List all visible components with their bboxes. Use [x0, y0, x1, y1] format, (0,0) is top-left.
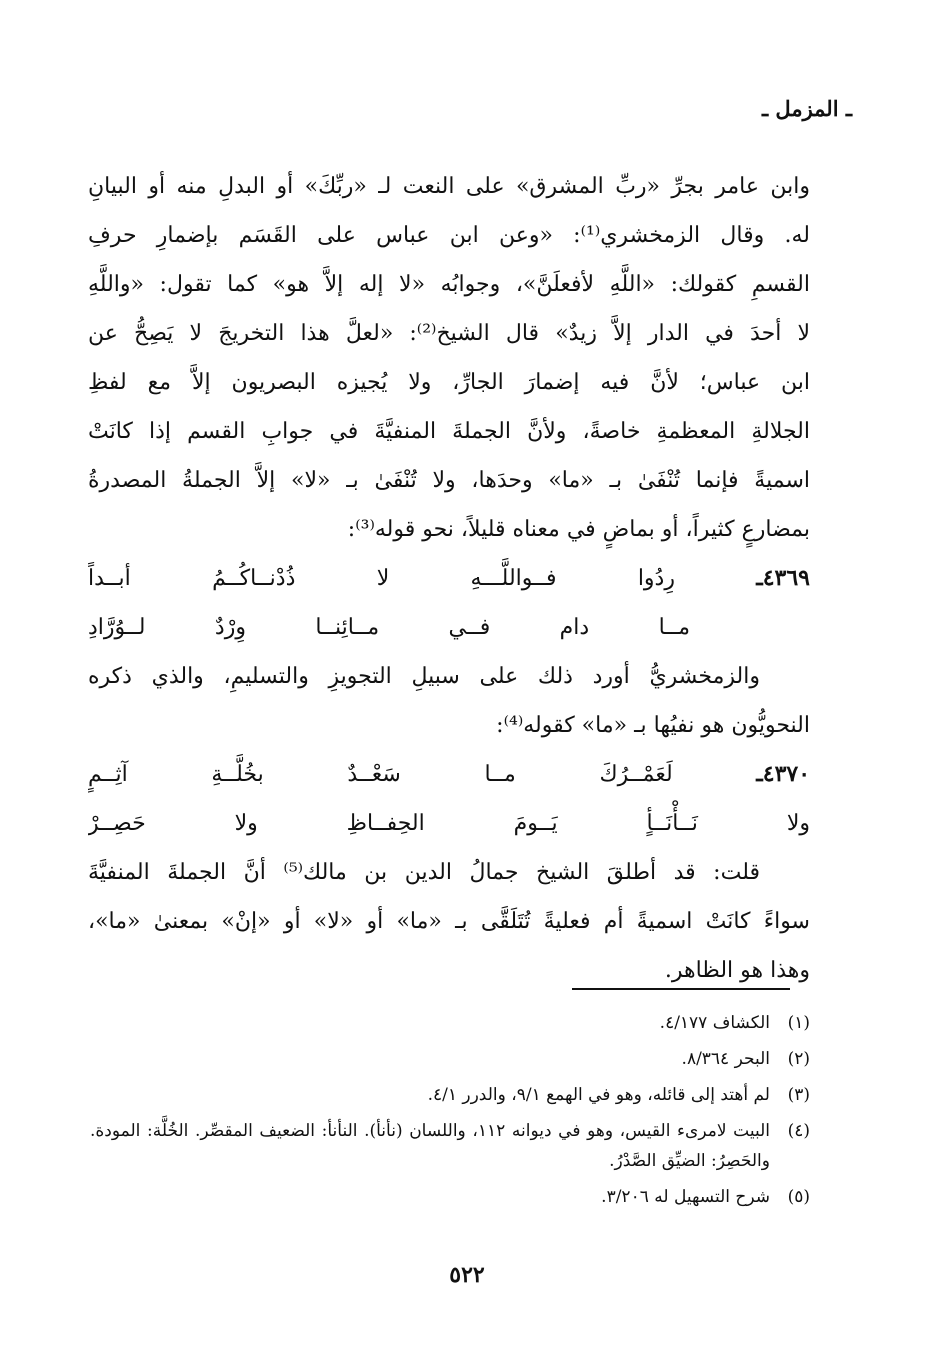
main-text [88, 162, 810, 995]
footnote-number: (٤) [787, 1121, 810, 1141]
footnote-3 [90, 1080, 810, 1110]
footnote-number: (٣) [787, 1085, 810, 1105]
verse-4370-first-hemistich [88, 750, 810, 799]
footnote-number: (٢) [787, 1049, 810, 1069]
footnote-separator [572, 988, 790, 990]
footnotes [90, 1008, 810, 1212]
text-line: الجلالةِ المعظمةِ خاصةً، ولأنَّ الجملةَ المنفيَّةَ في جوابِ القسم إذا كانَتْ [88, 419, 810, 444]
footnote-4 [90, 1116, 810, 1176]
text-line: بمضارعٍ كثيراً، أو بماضٍ في معناه قليلاً، نحو قوله⁽³⁾: [347, 517, 810, 542]
text-line: والزمخشريُّ أورد ذلك على سبيلِ التجويزِ والتسليمِ، والذي ذكره [88, 664, 760, 689]
text-line: له. وقال الزمخشري⁽¹⁾: «وعن ابن عباس على القَسَم بإضمارِ حرفِ [88, 223, 810, 248]
text-line: لا أحدَ في الدار إلاَّ زيدٌ» قال الشيخ⁽²⁾: «لعلَّ هذا التخريجَ لا يَصِحُّ عن [88, 321, 810, 346]
footnote-number: (١) [787, 1013, 810, 1033]
text-line: وهذا هو الظاهر. [664, 958, 810, 983]
text-line: سواءً كانَتْ اسميةً أم فعليةً تُتَلَقَّى بـ «ما» أو «لا» أو «إنْ» بمعنىٰ «ما»، [88, 909, 810, 934]
footnote-1 [90, 1008, 810, 1038]
text-line: القسمِ كقولك: «اللَّهِ لأفعلَنَّ»، وجوابُه «لا إله إلاَّ هو» كما تقول: «واللَّهِ [88, 272, 810, 297]
running-title: ـ المزمل ـ [761, 96, 852, 121]
text-line: النحويُّون هو نفيُها بـ «ما» كقوله⁽⁴⁾: [496, 713, 810, 738]
verse-number: ٤٣٧٠ـ [756, 761, 810, 787]
hemistich: رِدُوا فــواللَّـــهِ لا ذُدْنــاكُــمُ أبــداً [88, 566, 675, 591]
verse-4369-second-hemistich [88, 603, 810, 652]
footnote-2 [90, 1044, 810, 1074]
footnote-text: الكشاف ٤/١٧٧. [659, 1013, 770, 1033]
hemistich: ولا نَــأْنَــأٍ يَــومَ الحِفــاظِ ولا حَصِــرْ [88, 811, 810, 836]
verse-4369-first-hemistich [88, 554, 810, 603]
text-line: وابن عامر بجرِّ «ربِّ المشرق» على النعت لـ «ربِّكَ» أو البدلِ منه أو البيانِ [88, 174, 810, 199]
footnote-text: لم أهتد إلى قائله، وهو في الهمع ٩/١، والدرر ٤/١. [427, 1085, 770, 1105]
text-line: ابن عباس؛ لأنَّ فيه إضمارَ الجارِّ، ولا يُجيزه البصريون إلاَّ مع لفظِ [88, 370, 810, 395]
footnote-number: (٥) [787, 1187, 810, 1207]
hemistich: مــا دام فــي مــائِنــا وِرْدٌ لــوُرَّادِ [88, 615, 690, 640]
text-line: اسميةً فإنما تُنْفَىٰ بـ «ما» وحدَها، ولا تُنْفَىٰ بـ «لا» إلاَّ الجملةُ المصدرةُ [88, 468, 810, 493]
footnote-text: البحر ٨/٣٦٤. [681, 1049, 770, 1069]
page-number: ٥٢٢ [449, 1262, 485, 1288]
verse-4370-second-hemistich [88, 799, 810, 848]
verse-number: ٤٣٦٩ـ [756, 565, 810, 591]
running-header [70, 96, 852, 121]
hemistich: لَعَمْــرُكَ مــا سَعْــدٌ بخُلَّــةِ آثِــمٍ [88, 762, 673, 787]
footnote-5 [90, 1182, 810, 1212]
text-line: قلت: قد أطلقَ الشيخ جمالُ الدين بن مالك⁽⁵⁾ أنَّ الجملةَ المنفيَّةَ [88, 860, 761, 885]
footnote-text: البيت لامرىء القيس، وهو في ديوانه ١١٢، واللسان (نأنأ). النأنأ: الضعيف المقصِّر. الخُلَّة: المودة. والحَصِرُ: الضيِّق الصَّدْرُ. [90, 1121, 770, 1171]
footnote-text: شرح التسهيل له ٣/٢٠٦. [601, 1187, 770, 1207]
